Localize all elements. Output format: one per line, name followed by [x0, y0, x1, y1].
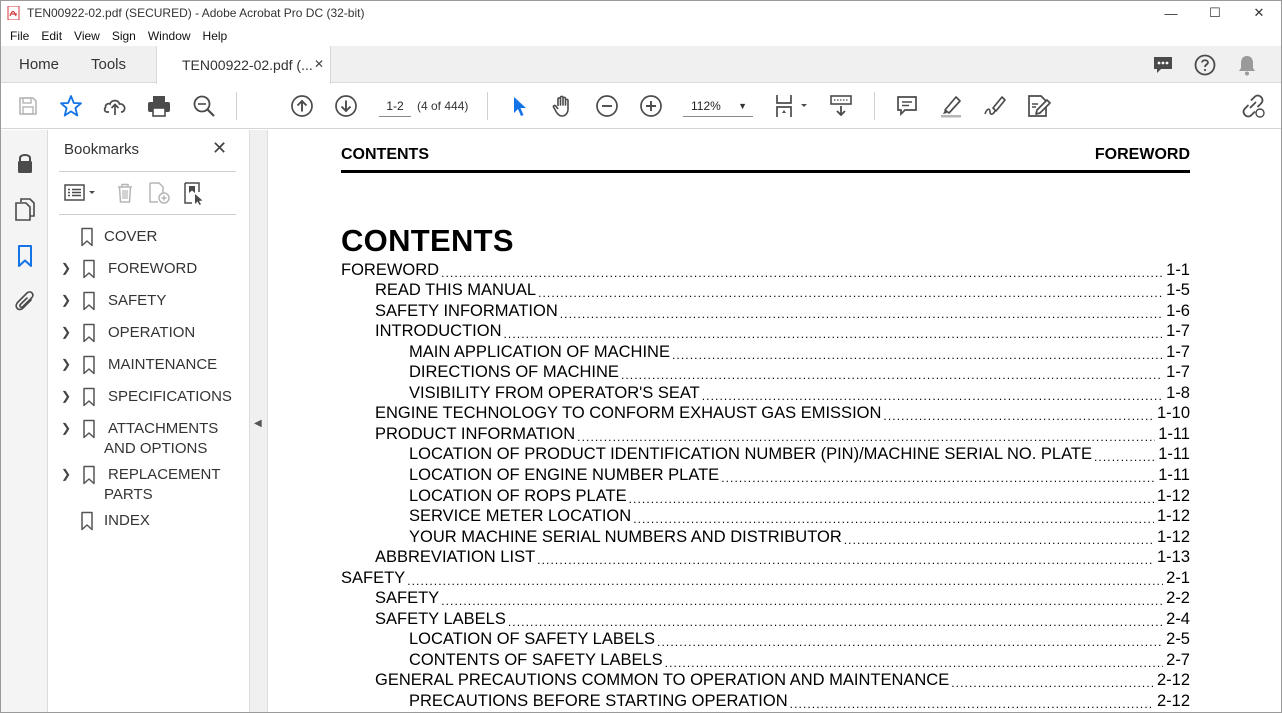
chevron-right-icon[interactable]: ❯ [61, 357, 72, 371]
scroll-mode-icon[interactable] [828, 93, 854, 119]
toc-entry-page: 1-11 [1155, 424, 1190, 444]
divider [59, 171, 236, 172]
menu-bar [1, 25, 1281, 46]
toolbar-separator [236, 92, 237, 120]
page-thumbnails-icon[interactable] [13, 197, 37, 221]
toc-leader-dots [883, 403, 1154, 423]
panel-splitter[interactable] [250, 130, 268, 713]
bookmarks-panel-title: Bookmarks [64, 141, 140, 158]
new-bookmark-icon[interactable] [146, 180, 172, 206]
toc-entry-title: ABBREVIATION LIST [375, 548, 536, 567]
comments-icon[interactable] [1151, 53, 1175, 77]
notifications-bell-icon[interactable] [1235, 53, 1259, 77]
toc-entry-title: MAIN APPLICATION OF MACHINE [409, 342, 670, 361]
toc-leader-dots [1094, 444, 1155, 464]
bookmark-icon [82, 387, 96, 407]
toc-leader-dots [657, 629, 1163, 649]
toc-entry[interactable] [341, 526, 1190, 547]
chevron-right-icon[interactable]: ❯ [61, 325, 72, 339]
toc-entry-title: SERVICE METER LOCATION [409, 507, 632, 526]
toc-leader-dots [504, 321, 1164, 341]
toc-entry[interactable] [341, 485, 1190, 506]
toc-entry-page: 2-4 [1163, 609, 1190, 629]
toc-entry-title: LOCATION OF SAFETY LABELS [409, 630, 656, 649]
toc-entry[interactable] [341, 588, 1190, 609]
bookmark-options-icon[interactable] [63, 180, 99, 206]
pdf-page [341, 130, 1190, 713]
toc-entry-page: 1-13 [1154, 547, 1190, 567]
bookmark-icon [80, 511, 94, 531]
lock-icon[interactable] [13, 151, 37, 175]
toolbar-separator [487, 92, 488, 120]
toc-entry-title: PRODUCT INFORMATION [375, 424, 576, 443]
previous-page-icon[interactable] [289, 93, 315, 119]
delete-bookmark-icon[interactable] [112, 180, 138, 206]
page-header-right: FOREWORD [1094, 146, 1190, 163]
bookmarks-panel [49, 130, 250, 713]
select-cursor-icon[interactable] [506, 93, 532, 119]
zoom-in-icon[interactable] [638, 93, 664, 119]
attachments-paperclip-icon[interactable] [13, 290, 37, 314]
tab-close-icon[interactable]: ✕ [313, 57, 324, 71]
bookmark-label: OPERATION [108, 324, 196, 341]
bookmark-icon [82, 291, 96, 311]
toc-entry[interactable] [341, 259, 1190, 280]
toc-entry-title: SAFETY LABELS [375, 609, 506, 628]
chevron-right-icon[interactable]: ❯ [61, 421, 72, 435]
toc-entry-title: LOCATION OF PRODUCT IDENTIFICATION NUMBER (PIN)/MACHINE SERIAL NO. PLATE [409, 445, 1092, 464]
menu-help[interactable]: Help [202, 28, 228, 43]
tab-bar [1, 46, 1281, 83]
menu-edit[interactable]: Edit [41, 28, 63, 43]
help-icon[interactable] [1193, 53, 1217, 77]
toc-entry[interactable] [341, 300, 1190, 321]
toc-entry[interactable] [341, 629, 1190, 650]
toc-entry-page: 2-12 [1154, 670, 1190, 690]
toc-entry-page: 1-7 [1163, 321, 1190, 341]
bookmark-label: COVER [104, 228, 158, 245]
bookmark-icon [82, 465, 96, 485]
toc-entry[interactable] [341, 670, 1190, 691]
toc-entry-title: SAFETY [375, 589, 440, 608]
bookmark-label: INDEX [104, 512, 150, 529]
toc-entry-page: 1-7 [1163, 362, 1190, 382]
toc-entry-page: 1-8 [1163, 383, 1190, 403]
toc-entry-title: DIRECTIONS OF MACHINE [409, 363, 619, 382]
toc-entry-page: 1-1 [1163, 260, 1190, 280]
toc-entry[interactable] [341, 444, 1190, 465]
toc-leader-dots [407, 568, 1163, 588]
star-bookmark-icon[interactable] [58, 93, 84, 119]
bookmark-icon [82, 259, 96, 279]
comment-note-icon[interactable] [894, 93, 920, 119]
toc-entry-title: INTRODUCTION [375, 322, 502, 341]
toc-entry-title: SAFETY INFORMATION [375, 301, 558, 320]
toc-leader-dots [629, 486, 1154, 506]
toc-entry-page: 1-6 [1163, 301, 1190, 321]
bookmark-label-line2: PARTS [104, 486, 153, 503]
toc-entry[interactable] [341, 690, 1190, 711]
toc-leader-dots [441, 588, 1163, 608]
bookmark-icon [82, 323, 96, 343]
navigation-rail [1, 130, 48, 713]
toc-entry[interactable] [341, 547, 1190, 568]
toc-entry-title: ENGINE TECHNOLOGY TO CONFORM EXHAUST GAS EMISSION [375, 404, 882, 423]
find-search-icon[interactable] [191, 93, 217, 119]
next-page-icon[interactable] [333, 93, 359, 119]
toc-entry-title: CONTENTS OF SAFETY LABELS [409, 650, 663, 669]
toc-leader-dots [665, 650, 1163, 670]
toc-entry[interactable] [341, 321, 1190, 342]
toc-entry-page: 2-7 [1163, 650, 1190, 670]
bookmarks-panel-icon[interactable] [13, 244, 37, 268]
page-number-input[interactable]: 1-2 [379, 95, 411, 117]
toc-leader-dots [844, 527, 1154, 547]
toc-entry-title: GENERAL PRECAUTIONS COMMON TO OPERATION AND MAINTENANCE [375, 671, 950, 690]
collapse-panel-arrow-icon[interactable]: ◀ [254, 418, 262, 429]
tab-home[interactable]: Home [19, 56, 60, 73]
toc-entry[interactable] [341, 506, 1190, 527]
tab-document-label: TEN00922-02.pdf (... [182, 57, 313, 73]
page-fit-icon[interactable] [773, 93, 809, 119]
toc-entry[interactable] [341, 341, 1190, 362]
print-icon[interactable] [146, 93, 172, 119]
tab-tools[interactable]: Tools [91, 56, 127, 73]
minimize-button[interactable]: — [1164, 5, 1178, 21]
toc-leader-dots [577, 424, 1155, 444]
title-bar [1, 1, 1281, 25]
toc-leader-dots [537, 547, 1154, 567]
toc-entry-page: 1-10 [1154, 403, 1190, 423]
page-header-left: CONTENTS [341, 146, 429, 163]
toc-leader-dots [951, 670, 1154, 690]
bookmark-label-line1: REPLACEMENT [108, 466, 221, 483]
zoom-level-dropdown[interactable] [683, 95, 753, 117]
bookmark-label-line2: AND OPTIONS [104, 440, 208, 457]
toc-leader-dots [633, 506, 1154, 526]
bookmark-label: SPECIFICATIONS [108, 388, 232, 405]
toc-entry-title: SAFETY [341, 568, 406, 587]
toc-leader-dots [790, 691, 1154, 711]
toc-entry[interactable] [341, 423, 1190, 444]
toc-leader-dots [508, 609, 1163, 629]
toc-entry[interactable] [341, 649, 1190, 670]
toc-leader-dots [441, 260, 1163, 280]
toc-entry-page: 1-11 [1155, 444, 1190, 464]
divider [59, 214, 236, 215]
find-bookmark-icon[interactable] [181, 180, 207, 206]
highlight-pen-icon[interactable] [938, 93, 964, 119]
hand-tool-icon[interactable] [550, 93, 576, 119]
toc-entry[interactable] [341, 608, 1190, 629]
document-view[interactable] [269, 130, 1280, 713]
chevron-right-icon[interactable]: ❯ [61, 293, 72, 307]
main-toolbar [1, 84, 1281, 129]
toc-entry-title: YOUR MACHINE SERIAL NUMBERS AND DISTRIBUTOR [409, 527, 842, 546]
toc-entry-page: 2-12 [1154, 691, 1190, 711]
toolbar-separator [874, 92, 875, 120]
toc-entry-page: 1-12 [1154, 506, 1190, 526]
acrobat-app-icon [7, 6, 21, 20]
chevron-right-icon[interactable]: ❯ [61, 389, 72, 403]
toc-entry-page: 1-12 [1154, 527, 1190, 547]
contents-title: CONTENTS [341, 223, 514, 258]
toc-entry-title: READ THIS MANUAL [375, 281, 537, 300]
close-window-button[interactable]: ✕ [1253, 5, 1265, 20]
toc-entry-title: LOCATION OF ROPS PLATE [409, 486, 627, 505]
menu-file[interactable]: File [10, 28, 30, 43]
toc-entry-page: 2-2 [1163, 588, 1190, 608]
link-share-icon[interactable] [1240, 93, 1266, 119]
bookmark-label: FOREWORD [108, 260, 198, 277]
bookmarks-toolbar [63, 180, 243, 206]
toc-entry-page: 1-11 [1155, 465, 1190, 485]
window-title: TEN00922-02.pdf (SECURED) - Adobe Acrobat Pro DC (32-bit) [27, 6, 365, 20]
zoom-out-icon[interactable] [594, 93, 620, 119]
toc-entry-page: 2-5 [1163, 629, 1190, 649]
toc-leader-dots [702, 383, 1163, 403]
maximize-button[interactable]: ☐ [1209, 5, 1221, 20]
chevron-down-icon: ▼ [738, 101, 747, 111]
bookmark-label: SAFETY [108, 292, 167, 309]
toc-leader-dots [538, 280, 1163, 300]
stamp-sign-icon[interactable] [1026, 93, 1052, 119]
draw-freehand-icon[interactable] [982, 93, 1008, 119]
toc-entry[interactable] [341, 280, 1190, 301]
toc-entry-title: FOREWORD [341, 260, 440, 279]
toc-leader-dots [621, 362, 1163, 382]
bookmark-icon [80, 227, 94, 247]
toc-entry-page: 1-12 [1154, 486, 1190, 506]
toc-entry-title: PRECAUTIONS BEFORE STARTING OPERATION [409, 692, 788, 711]
toc-entry[interactable] [341, 362, 1190, 383]
page-count-label: (4 of 444) [417, 99, 469, 113]
tab-document[interactable] [156, 46, 331, 84]
menu-window[interactable]: Window [147, 28, 191, 43]
table-of-contents [341, 259, 1190, 711]
toc-leader-dots [560, 301, 1163, 321]
toc-leader-dots [721, 465, 1155, 485]
menu-sign[interactable]: Sign [111, 28, 136, 43]
toc-entry-title: VISIBILITY FROM OPERATOR'S SEAT [409, 383, 700, 402]
share-upload-icon[interactable] [102, 93, 128, 119]
chevron-right-icon[interactable]: ❯ [61, 261, 72, 275]
toc-entry[interactable] [341, 567, 1190, 588]
menu-view[interactable]: View [74, 28, 100, 43]
bookmark-label: MAINTENANCE [108, 356, 218, 373]
toc-entry-page: 1-7 [1163, 342, 1190, 362]
chevron-right-icon[interactable]: ❯ [61, 467, 72, 481]
zoom-level-value: 112% [691, 98, 721, 113]
bookmark-label-line1: ATTACHMENTS [108, 420, 219, 437]
toc-entry[interactable] [341, 382, 1190, 403]
bookmark-icon [82, 419, 96, 439]
save-icon[interactable] [15, 93, 41, 119]
toc-entry-title: LOCATION OF ENGINE NUMBER PLATE [409, 466, 720, 485]
toc-entry[interactable] [341, 464, 1190, 485]
bookmark-icon [82, 355, 96, 375]
toc-entry-page: 1-5 [1163, 280, 1190, 300]
toc-entry[interactable] [341, 403, 1190, 424]
toc-leader-dots [672, 342, 1163, 362]
toc-entry-page: 2-1 [1163, 568, 1190, 588]
header-rule [341, 170, 1190, 173]
bookmarks-close-icon[interactable]: ✕ [212, 138, 228, 158]
